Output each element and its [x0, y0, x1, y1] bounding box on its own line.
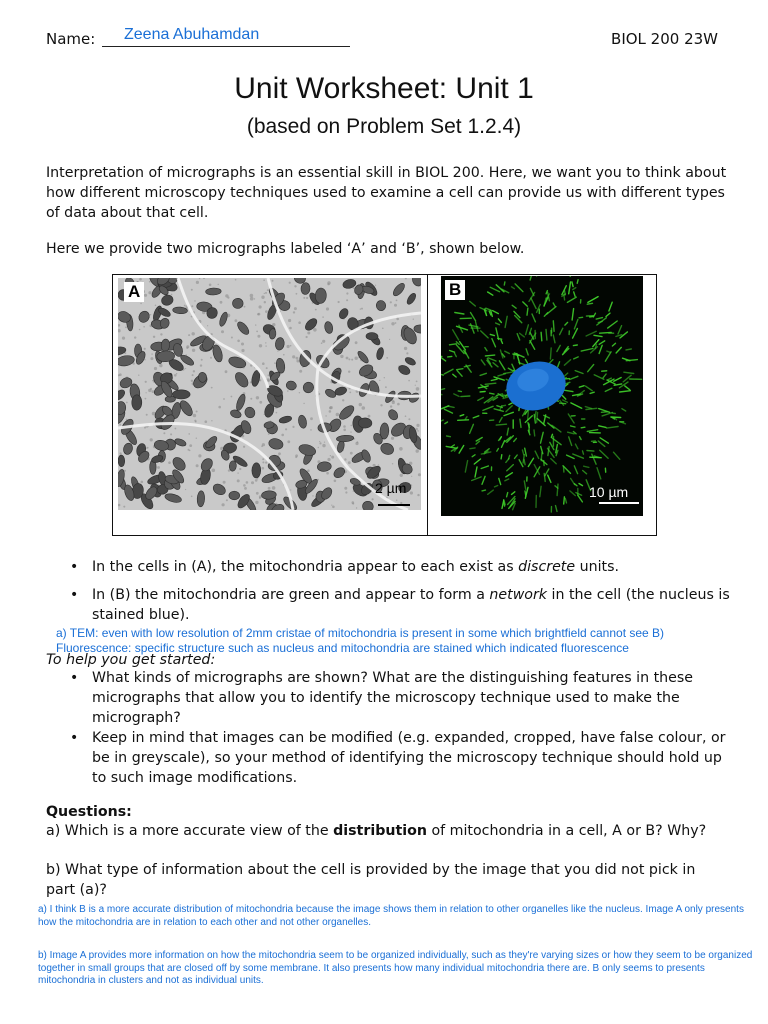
intro-paragraph: Interpretation of micrographs is an essential skill in BIOL 200. Here, we want you to think about how different microscopy techniques used to examine a cell can provide us with different types of data about that cell. [46, 165, 727, 221]
figure-intro-text: Here we provide two micrographs labeled ‘A’ and ‘B’, shown below. [46, 241, 525, 257]
name-underline [102, 46, 350, 47]
observation-item [46, 557, 736, 577]
panel-b-scale-label: 10 µm [589, 484, 629, 500]
tem-micrograph-image [118, 278, 421, 510]
page-title: Unit Worksheet: Unit 1 [234, 72, 534, 105]
panel-a-scale-bar [378, 504, 410, 506]
observation-emphasis: network [489, 587, 548, 603]
panel-a-label: A [124, 282, 144, 302]
name-label: Name: [46, 30, 96, 48]
name-field[interactable]: Zeena Abuhamdan [124, 26, 260, 43]
help-item: • What kinds of micrographs are shown? What are the distinguishing features in these micrographs that allow you to identify the microscopy technique used to make the micrograph? [46, 668, 736, 728]
answer-note-1[interactable]: a) TEM: even with low resolution of 2mm cristae of mitochondria is present in some which brightfield cannot see B) [56, 626, 665, 640]
answer-a-field[interactable]: a) I think B is a more accurate distribution of mitochondria because the image shows them in relation to other organelles like the nucleus. Image A only presents how the mitochondria are in relation to each other and not other organelles. [38, 904, 744, 928]
question-a-text: a) Which is a more accurate view of the [46, 823, 334, 839]
question-a-emphasis: distribution [333, 823, 427, 839]
observation-emphasis: discrete [518, 559, 576, 575]
help-item: • Keep in mind that images can be modified (e.g. expanded, cropped, have false colour, or be in greyscale), so your method of identifying the microscopy technique should hold up to such image modifications. [46, 728, 736, 788]
micrograph-a [118, 278, 421, 510]
fluorescence-micrograph-image [441, 276, 643, 516]
observation-item [46, 585, 736, 625]
observation-text: In (B) the mitochondria are green and appear to form a [92, 587, 490, 603]
questions-heading: Questions: [46, 804, 132, 820]
observation-text: In the cells in (A), the mitochondria appear to each exist as [92, 559, 519, 575]
panel-b-label: B [445, 280, 465, 300]
help-list [46, 668, 736, 788]
question-a-text: of mitochondria in a cell, A or B? Why? [426, 823, 707, 839]
course-code: BIOL 200 23W [611, 30, 718, 48]
figure-divider [427, 274, 428, 536]
panel-b-scale-bar [599, 502, 639, 504]
answer-note-2[interactable]: Fluorescence: specific structure such as nucleus and mitochondria are stained which indicated fluorescence [56, 641, 629, 655]
help-heading: To help you get started: [46, 652, 216, 668]
micrograph-b [441, 276, 643, 516]
question-a [46, 821, 736, 841]
panel-a-scale-label: 2 µm [375, 480, 407, 496]
observation-text: in the cell (the nucleus is stained blue). [92, 587, 730, 623]
question-b: b) What type of information about the cell is provided by the image that you did not pick in part (a)? [46, 862, 696, 898]
answer-b-field[interactable]: b) Image A provides more information on how the mitochondria seem to be organized individually, such as they're varying sizes or how they seem to be organized together in small groups that are closed off by some membrane. It also presents how many individual mitochondria there are. B only seems to presents mitochondria in clusters and not as individual units. [38, 950, 753, 986]
observation-text: units. [575, 559, 620, 575]
observation-list [46, 557, 736, 625]
page-subtitle: (based on Problem Set 1.2.4) [246, 115, 522, 138]
